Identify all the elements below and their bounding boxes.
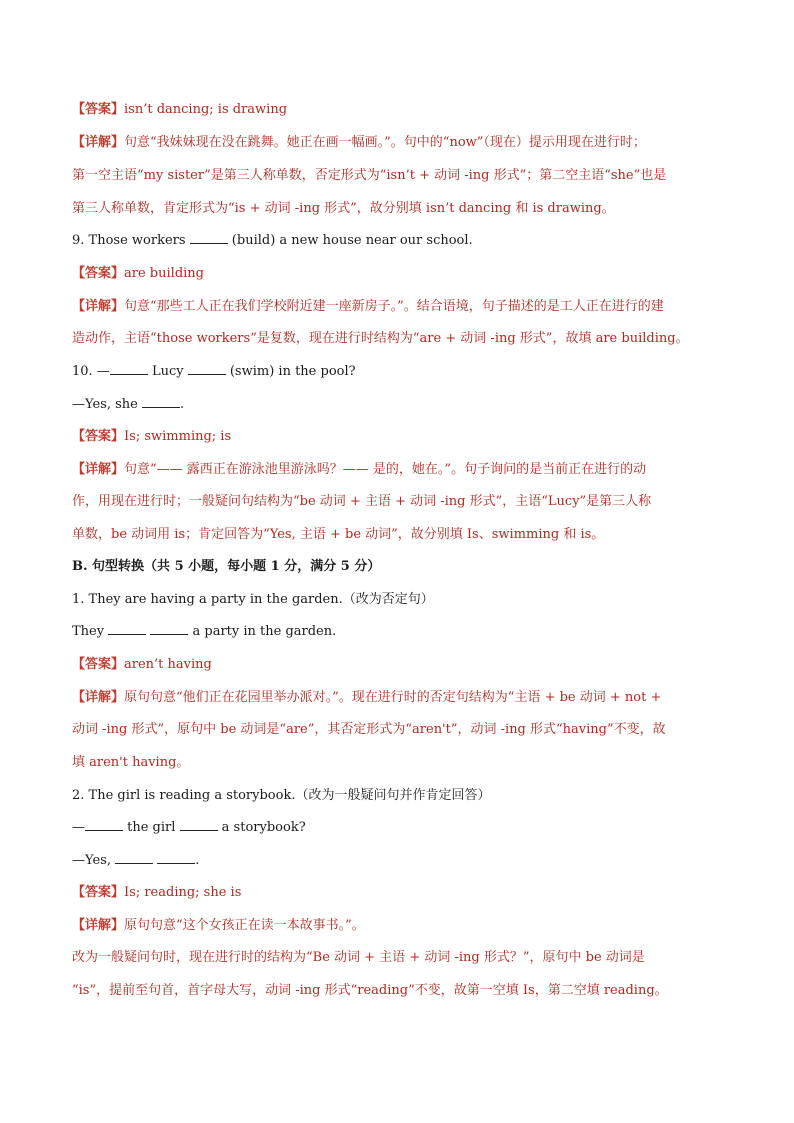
text-line bbox=[72, 329, 722, 349]
text-span: 2. The girl is reading a storybook.（改为一般疑问句并作肯定回答） bbox=[72, 788, 491, 803]
label-tag: 【答案】 bbox=[72, 885, 125, 900]
text-line bbox=[72, 883, 722, 903]
text-line bbox=[72, 427, 722, 447]
text-line bbox=[72, 100, 722, 120]
text-line bbox=[72, 851, 722, 871]
text-line bbox=[72, 199, 722, 219]
text-line bbox=[72, 655, 722, 675]
text-span: are building bbox=[124, 266, 204, 281]
text-line bbox=[72, 981, 722, 1001]
label-tag: 【详解】 bbox=[72, 299, 125, 314]
text-span: 作，用现在进行时；一般疑问句结构为“be 动词 + 主语 + 动词 -ing 形式”，主语“Lucy”是第三人称 bbox=[72, 494, 652, 509]
text-span: B. 句型转换（共 5 小题，每小题 1 分，满分 5 分） bbox=[72, 559, 381, 574]
text-line bbox=[72, 688, 722, 708]
label-tag: 【答案】 bbox=[72, 102, 125, 117]
text-span: 句意“—— 露西正在游泳池里游泳吗？—— 是的，她在。”。句子询问的是当前正在进行的动 bbox=[124, 462, 647, 477]
text-span: the girl bbox=[123, 820, 180, 835]
answer-blank bbox=[150, 622, 188, 635]
text-span: (swim) in the pool? bbox=[225, 364, 356, 379]
text-line bbox=[72, 720, 722, 740]
text-span: Lucy bbox=[147, 364, 188, 379]
answer-blank bbox=[190, 231, 228, 244]
text-span: 句意“那些工人正在我们学校附近建一座新房子。”。结合语境，句子描述的是工人正在进行的建 bbox=[124, 299, 664, 314]
label-tag: 【详解】 bbox=[72, 135, 125, 150]
text-span: . bbox=[179, 397, 185, 412]
text-span: Is; swimming; is bbox=[124, 429, 232, 444]
text-line bbox=[72, 948, 722, 968]
text-line bbox=[72, 525, 722, 545]
text-line bbox=[72, 264, 722, 284]
text-span: 1. They are having a party in the garden.（改为否定句） bbox=[72, 592, 434, 607]
text-span: aren’t having bbox=[124, 657, 212, 672]
text-span: 10. — bbox=[72, 364, 110, 379]
text-span: 填 aren't having。 bbox=[72, 755, 190, 770]
text-line bbox=[72, 395, 722, 415]
text-span: —Yes, bbox=[72, 853, 116, 868]
answer-blank bbox=[188, 362, 226, 375]
text-line bbox=[72, 753, 722, 773]
answer-blank bbox=[85, 818, 123, 831]
answer-blank bbox=[115, 851, 153, 864]
text-span: 单数，be 动词用 is；肯定回答为“Yes, 主语 + be 动词”，故分别填 Is、swimming 和 is。 bbox=[72, 527, 605, 542]
text-line bbox=[72, 818, 722, 838]
text-span: 原句句意“这个女孩正在读一本故事书。”。 bbox=[124, 918, 365, 933]
label-tag: 【详解】 bbox=[72, 918, 125, 933]
text-line bbox=[72, 133, 722, 153]
text-span: 改为一般疑问句时，现在进行时的结构为“Be 动词 + 主语 + 动词 -ing 形式？”，原句中 be 动词是 bbox=[72, 950, 645, 965]
label-tag: 【答案】 bbox=[72, 657, 125, 672]
text-line bbox=[72, 786, 722, 806]
text-span: —Yes, she bbox=[72, 397, 142, 412]
text-span: (build) a new house near our school. bbox=[227, 233, 473, 248]
text-line bbox=[72, 166, 722, 186]
label-tag: 【答案】 bbox=[72, 266, 125, 281]
text-span: 第三人称单数，肯定形式为“is + 动词 -ing 形式”，故分别填 isn’t dancing 和 is drawing。 bbox=[72, 201, 615, 216]
text-span: a party in the garden. bbox=[188, 624, 337, 639]
label-tag: 【答案】 bbox=[72, 429, 125, 444]
answer-blank bbox=[108, 622, 146, 635]
text-span: 原句句意“他们正在花园里举办派对。”。现在进行时的否定句结构为“主语 + be 动词 + not + bbox=[124, 690, 662, 705]
label-tag: 【详解】 bbox=[72, 690, 125, 705]
text-line bbox=[72, 297, 722, 317]
text-line bbox=[72, 362, 722, 382]
text-line bbox=[72, 231, 722, 251]
text-line bbox=[72, 557, 722, 577]
label-tag: 【详解】 bbox=[72, 462, 125, 477]
text-span: isn’t dancing; is drawing bbox=[124, 102, 288, 117]
text-span: . bbox=[195, 853, 200, 868]
text-span: 动词 -ing 形式”，原句中 be 动词是“are”，其否定形式为“aren't”，动词 -ing 形式“having”不变，故 bbox=[72, 722, 666, 737]
text-span: 第一空主语“my sister”是第三人称单数，否定形式为“isn’t + 动词 -ing 形式”；第二空主语“she”也是 bbox=[72, 168, 667, 183]
text-span: Is; reading; she is bbox=[124, 885, 242, 900]
text-span: 9. Those workers bbox=[72, 233, 190, 248]
text-span: 造动作，主语“those workers”是复数，现在进行时结构为“are + 动词 -ing 形式”，故填 are building。 bbox=[72, 331, 689, 346]
text-span: 句意“我妹妹现在没在跳舞。她正在画一幅画。”。句中的“now”（现在）提示用现在进行时； bbox=[124, 135, 646, 150]
answer-blank bbox=[157, 851, 195, 864]
answer-blank bbox=[142, 395, 180, 408]
text-line bbox=[72, 590, 722, 610]
text-line bbox=[72, 622, 722, 642]
text-line bbox=[72, 460, 722, 480]
text-line bbox=[72, 916, 722, 936]
answer-blank bbox=[110, 362, 148, 375]
text-span: — bbox=[72, 820, 85, 835]
text-span: They bbox=[72, 624, 109, 639]
text-span: a storybook? bbox=[217, 820, 306, 835]
text-span: “is”，提前至句首，首字母大写，动词 -ing 形式“reading”不变，故第一空填 Is，第二空填 reading。 bbox=[72, 983, 668, 998]
answer-blank bbox=[180, 818, 218, 831]
text-line bbox=[72, 492, 722, 512]
